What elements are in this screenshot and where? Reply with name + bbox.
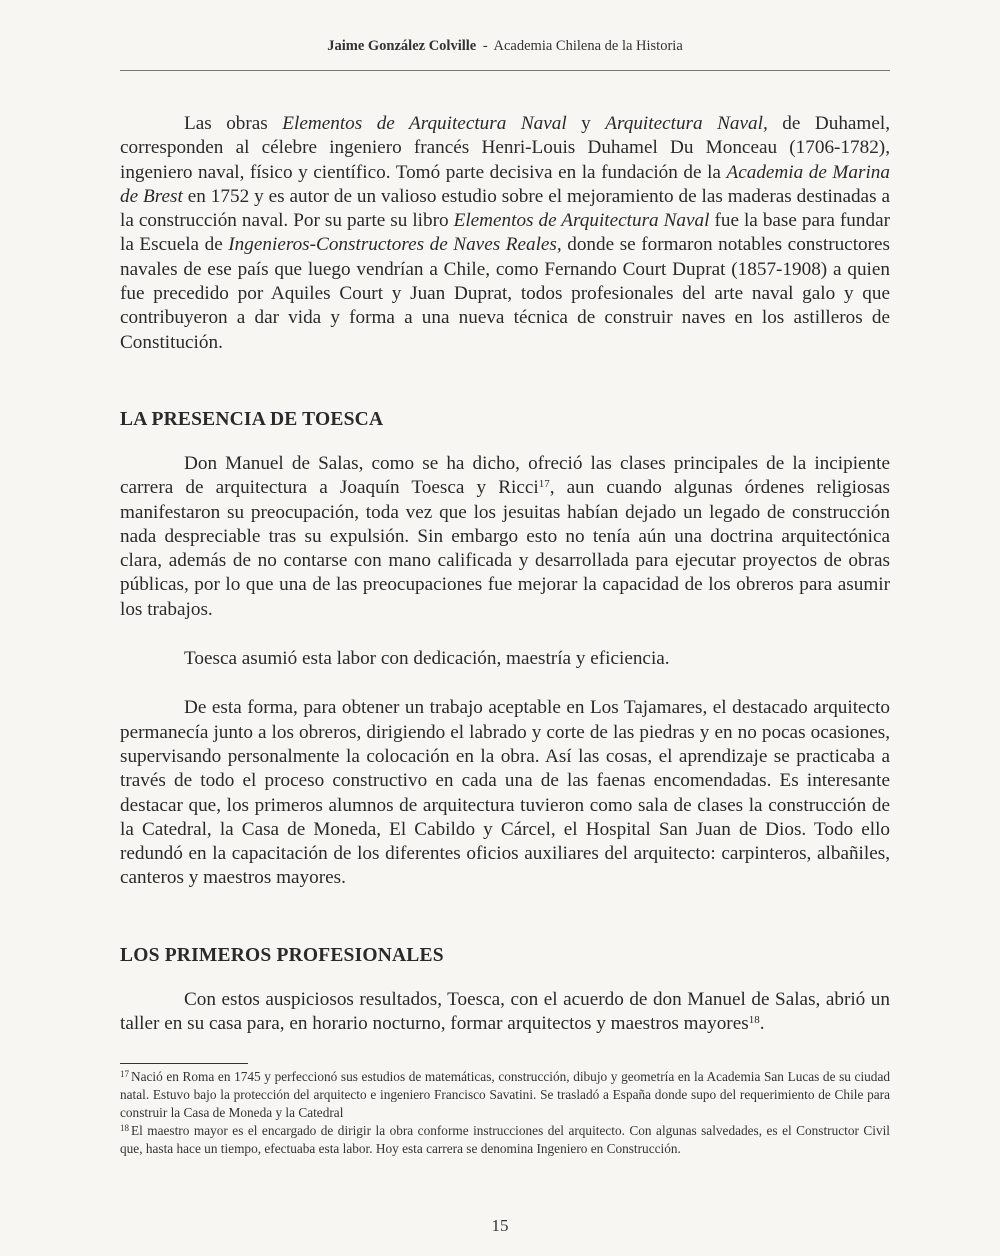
header-separator: - <box>482 38 488 54</box>
footnote-18 <box>120 1122 890 1158</box>
header-institution: Academia Chilena de la Historia <box>493 38 683 54</box>
footnotes <box>120 1068 890 1158</box>
book-title: Arquitectura Naval, <box>605 113 768 134</box>
footnote-17 <box>120 1068 890 1122</box>
section-heading-toesca: LA PRESENCIA DE TOESCA <box>120 408 384 430</box>
footnote-ref-18[interactable]: 18 <box>748 1014 760 1027</box>
school-name: Ingenieros-Constructores de Naves Reales, <box>228 234 562 256</box>
text-run: y <box>566 113 606 134</box>
profesionales-paragraph-1 <box>120 988 890 1037</box>
toesca-paragraph-3: De esta forma, para obtener un trabajo aceptable en Los Tajamares, el destacado arquitecto permanecía junto a los obreros, dirigiendo el labrado y corte de las piedras y en no pocas ocasiones, supervisando personalmente la colocación en la obra. Así las cosas, el aprendizaje se practicaba a través de todo el proceso constructivo en cada una de las faenas encomendadas. Es interesante destacar que, los primeros alumnos de arquitectura tuvieron como sala de clases la construcción de la Catedral, la Casa de Moneda, El Cabildo y Cárcel, el Hospital San Juan de Dios. Todo ello redundó en la capacitación de los diferentes oficios auxiliares del arquitecto: carpinteros, albañiles, canteros y maestros mayores. <box>120 697 890 889</box>
text-run: . <box>759 1013 765 1035</box>
text-run: Don Manuel de Salas, como se ha dicho, ofreció las clases principales de la incipiente carrera de arquitectura a Joaquín Toesca y Ricci <box>120 452 890 499</box>
text-run: fue la base para fundar la Escuela de <box>120 210 890 256</box>
header-rule <box>120 70 890 71</box>
book-title: Elementos de Arquitectura Naval <box>282 113 567 134</box>
text-run: de Duhamel, corresponden al célebre ingeniero francés Henri-Louis Duhamel Du Monceau (1706-1782), ingeniero naval, físico y científico. Tomó parte decisiva en la fundación de la <box>120 113 890 183</box>
toesca-paragraph-1 <box>120 452 890 622</box>
page-number: 15 <box>491 1216 509 1235</box>
footnote-mark: 18 <box>120 1123 129 1133</box>
text-run: , aun cuando algunas órdenes religiosas manifestaron su preocupación, toda vez que los jesuitas habían dejado un legado de construcción nada despreciable tras su expulsión. Sin embargo esto no tenía aún una doctrina arquitectónica clara, además de no contarse con mano calificada y desarrollada para ejecutar proyectos de obras públicas, por lo que una de las preocupaciones fue mejorar la capacidad de los obreros para asumir los trabajos. <box>120 477 890 620</box>
running-header <box>120 38 890 55</box>
toesca-paragraph-2: Toesca asumió esta labor con dedicación, maestría y eficiencia. <box>184 648 670 670</box>
footnote-ref-17[interactable]: 17 <box>538 478 550 491</box>
text-run: en 1752 y es autor de un valioso estudio sobre el mejoramiento de las maderas destinadas a la construcción naval. Por su parte su libro <box>120 185 890 232</box>
footnote-rule <box>120 1063 248 1064</box>
footnote-text: Nació en Roma en 1745 y perfeccionó sus estudios de matemáticas, construcción, dibujo y geometría en la Academia San Lucas de su ciudad natal. Estuvo bajo la protección del arquitecto e ingeniero Francisco Savatini. Se trasladó a España donde supo del requerimiento de Chile para construir la Casa de Moneda y la Catedral <box>120 1069 890 1120</box>
header-author: Jaime González Colville <box>327 38 477 54</box>
section-heading-profesionales: LOS PRIMEROS PROFESIONALES <box>120 944 444 966</box>
text-run: Con estos auspiciosos resultados, Toesca, con el acuerdo de don Manuel de Salas, abrió un taller en su casa para, en horario nocturno, formar arquitectos y maestros mayores <box>120 988 890 1035</box>
intro-paragraph <box>120 112 890 355</box>
footnote-mark: 17 <box>120 1069 129 1079</box>
text-run: donde se formaron notables constructores navales de ese país que luego vendrían a Chile, como Fernando Court Duprat (1857-1908) a quien fue precedido por Aquiles Court y Juan Duprat, todos profesionales del arte naval galo y que contribuyeron a dar vida y forma a una nueva técnica de construir naves en los astilleros de Constitución. <box>120 234 890 353</box>
institution-name: Academia de Marina de Brest <box>120 161 890 207</box>
book-title: Elementos de Arquitectura Naval <box>453 210 710 232</box>
text-run: Las obras <box>184 113 283 134</box>
page-body <box>120 112 890 1036</box>
footnote-text: El maestro mayor es el encargado de dirigir la obra conforme instrucciones del arquitecto. Con algunas salvedades, es el Constructor Civil que, hasta hace un tiempo, efectuaba esta labor. Hoy esta carrera se denomina Ingeniero en Construcción. <box>120 1123 890 1156</box>
